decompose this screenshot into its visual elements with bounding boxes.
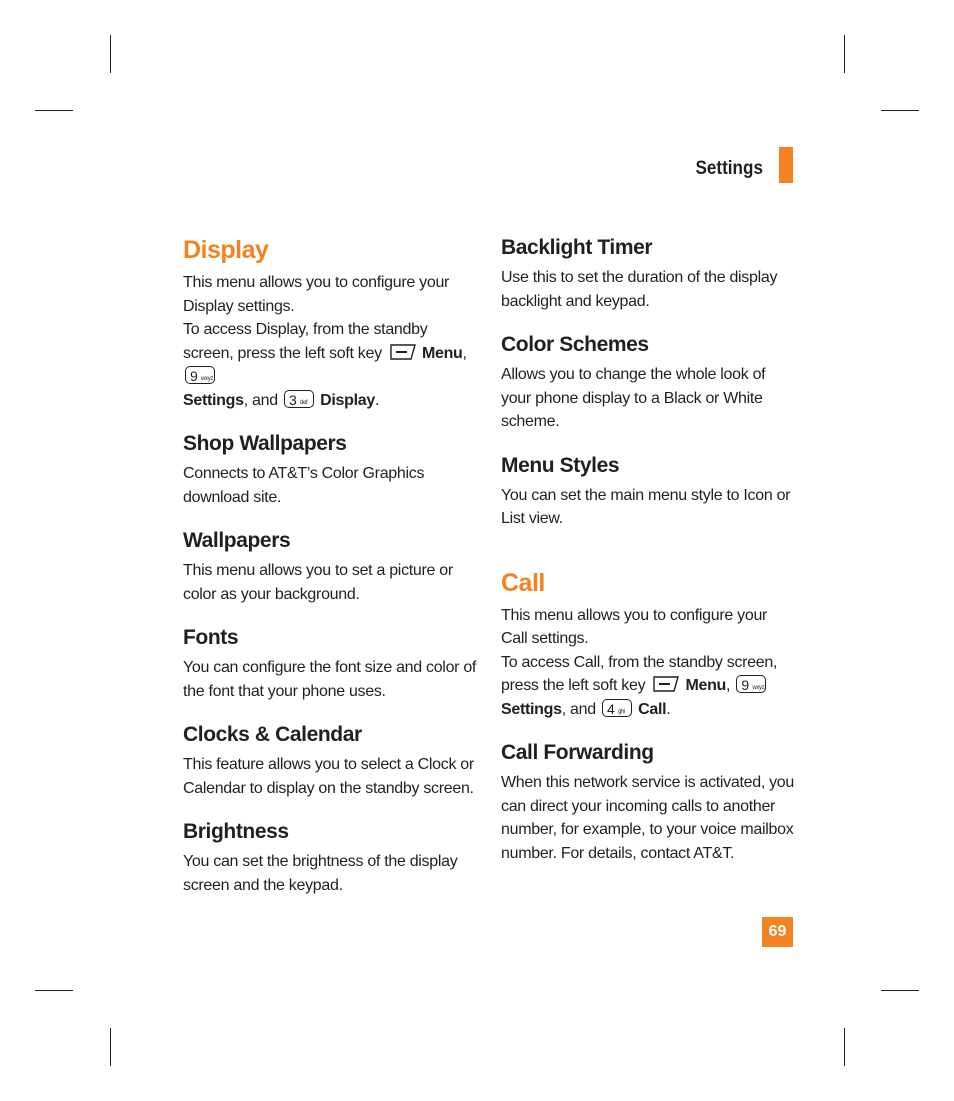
key-9-number: 9 <box>741 677 749 694</box>
menu-styles-text: You can set the main menu style to Icon or List view. <box>501 486 791 527</box>
key-4-number: 4 <box>606 700 615 717</box>
call-forwarding-title: Call Forwarding <box>501 741 654 764</box>
brightness-title: Brightness <box>183 820 289 843</box>
key-9-icon <box>185 366 215 384</box>
wallpapers-text: This menu allows you to set a picture or color as your background. <box>183 562 453 603</box>
wallpapers-title: Wallpapers <box>183 529 291 552</box>
fonts-text: You can configure the font size and color of the font that your phone uses. <box>183 659 477 700</box>
call-section <box>501 569 797 722</box>
display-instruction-text: To access Display, from the standby screen, press the left soft key <box>183 321 428 362</box>
display-section <box>183 236 479 412</box>
key-4-icon <box>602 699 632 717</box>
crop-mark <box>881 110 919 111</box>
shop-wallpapers-section <box>183 432 479 509</box>
crop-mark <box>110 1028 111 1066</box>
display-title: Display <box>183 236 269 264</box>
menu-label: Menu <box>421 344 463 362</box>
comma: , <box>462 344 467 362</box>
key-3-letters: def <box>299 399 308 406</box>
fonts-section <box>183 626 479 703</box>
comma: , <box>726 677 731 694</box>
key-9-icon <box>736 675 766 693</box>
settings-label: Settings <box>183 391 244 409</box>
display-intro-text: This menu allows you to configure your Display settings. <box>183 274 450 315</box>
key-3-number: 3 <box>288 391 297 408</box>
fonts-title: Fonts <box>183 626 239 649</box>
left-soft-key-icon <box>653 676 681 692</box>
period: . <box>666 700 671 718</box>
header-section-label: Settings <box>695 158 763 179</box>
call-intro-text: This menu allows you to configure your Call settings. <box>501 606 768 647</box>
shop-wallpapers-text: Connects to AT&T’s Color Graphics download site. <box>183 465 425 506</box>
call-forwarding-text: When this network service is activated, you can direct your incoming calls to another number, for example, to your voice mailbox number. For details, contact AT&T. <box>501 774 795 862</box>
key-3-icon <box>284 390 314 408</box>
display-label: Display <box>320 391 375 409</box>
display-intro <box>183 271 479 412</box>
color-schemes-section <box>501 333 797 434</box>
right-column <box>501 236 797 885</box>
color-schemes-text: Allows you to change the whole look of your phone display to a Black or White scheme. <box>501 366 766 430</box>
menu-styles-title: Menu Styles <box>501 453 620 477</box>
crop-mark <box>35 990 73 991</box>
crop-mark <box>844 1028 845 1066</box>
key-9-number: 9 <box>190 368 198 385</box>
period: . <box>374 391 380 409</box>
call-forwarding-section <box>501 741 797 865</box>
menu-styles-section <box>501 454 797 531</box>
clocks-calendar-text: This feature allows you to select a Clock or Calendar to display on the standby screen. <box>183 756 474 797</box>
backlight-timer-text: Use this to set the duration of the display backlight and keypad. <box>501 269 778 310</box>
call-instruction-text: To access Call, from the standby screen, press the left soft key <box>501 653 778 694</box>
clocks-calendar-section <box>183 723 479 800</box>
menu-label: Menu <box>685 677 727 694</box>
page-number: 69 <box>762 917 793 947</box>
key-9-letters: wxyz <box>752 685 765 692</box>
left-soft-key-icon <box>390 344 418 360</box>
left-column <box>183 236 479 917</box>
crop-mark <box>35 110 73 111</box>
backlight-timer-section <box>501 236 797 313</box>
crop-mark <box>881 990 919 991</box>
crop-mark <box>844 35 845 73</box>
call-label: Call <box>638 700 667 718</box>
call-title: Call <box>501 568 545 597</box>
and-text: , and <box>561 700 596 718</box>
shop-wallpapers-title: Shop Wallpapers <box>183 432 347 455</box>
wallpapers-section <box>183 529 479 606</box>
backlight-timer-title: Backlight Timer <box>501 236 653 259</box>
call-intro <box>501 604 797 722</box>
settings-label: Settings <box>501 700 562 718</box>
brightness-text: You can set the brightness of the display screen and the keypad. <box>183 853 458 894</box>
color-schemes-title: Color Schemes <box>501 333 649 356</box>
key-9-letters: wxyz <box>201 376 214 383</box>
brightness-section <box>183 820 479 897</box>
and-text: , and <box>243 391 278 409</box>
header-tab-marker <box>779 147 793 183</box>
clocks-calendar-title: Clocks & Calendar <box>183 723 362 746</box>
crop-mark <box>110 35 111 73</box>
key-4-letters: ghi <box>617 708 626 715</box>
